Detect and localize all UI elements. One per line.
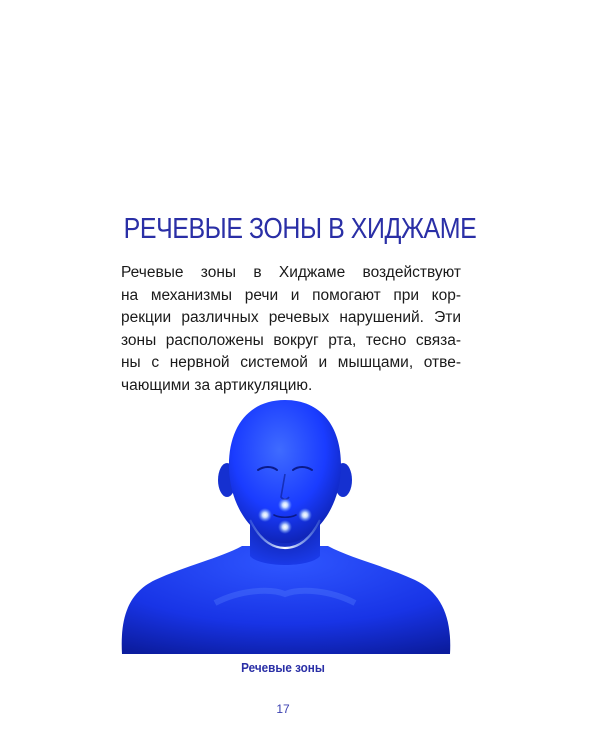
speech-point-chin xyxy=(278,520,292,534)
body-paragraph xyxy=(121,262,461,397)
body-line: чающими за артикуляцию. xyxy=(121,376,313,394)
speech-point-left xyxy=(258,508,272,522)
body-line: ны с нервной системой и мышцами, отве- xyxy=(121,354,461,371)
body-line: зоны расположены вокруг рта, тесно связа- xyxy=(121,331,461,349)
body-line: рекции различных речевых нарушений. Эти xyxy=(121,309,461,326)
speech-point-upper xyxy=(278,498,292,512)
body-line: на механизмы речи и помогают при кор- xyxy=(121,286,461,304)
speech-zones-illustration xyxy=(110,398,460,654)
page-title: РЕЧЕВЫЕ ЗОНЫ В ХИДЖАМЕ xyxy=(123,213,477,245)
body-line: Речевые зоны в Хиджаме воздействуют xyxy=(121,264,461,281)
page-number: 17 xyxy=(276,702,290,716)
speech-point-right xyxy=(298,508,312,522)
figure-caption: Речевые зоны xyxy=(241,660,325,675)
